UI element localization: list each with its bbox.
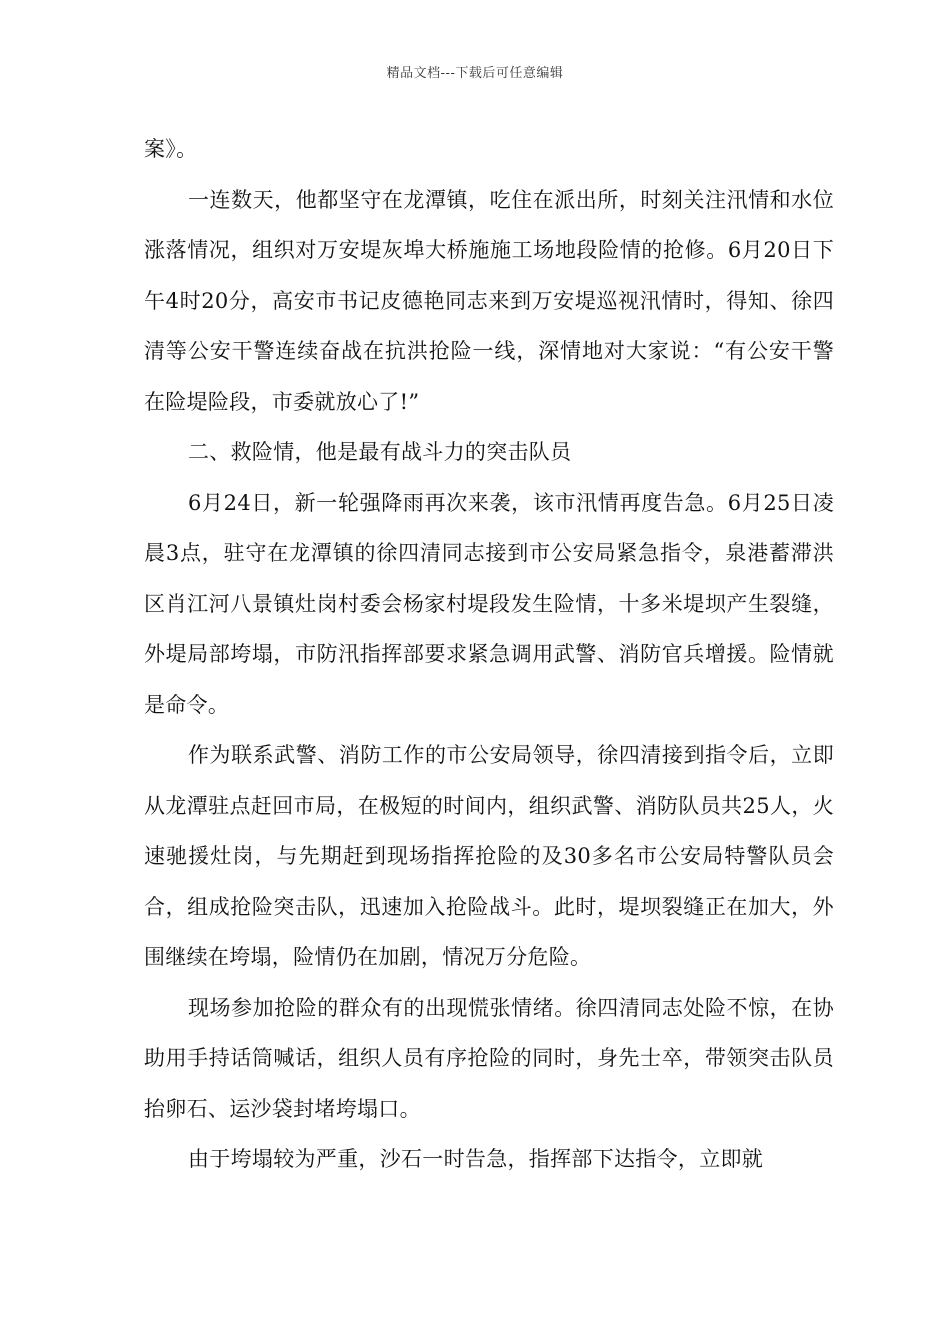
paragraph: 案》。 xyxy=(144,137,198,161)
page-header: 精品文档---下载后可任意编辑 xyxy=(386,66,564,81)
paragraph: 现场参加抢险的群众有的出现慌张情绪。徐四清同志处险不惊，在协助用手持话筒喊话，组织人员有序抢险的同时，身先士卒，带领突击队员抬卵石、运沙袋封堵垮塌口。 xyxy=(144,995,834,1121)
section-heading: 二、救险情，他是最有战斗力的突击队员 xyxy=(188,440,572,464)
paragraph: 6月24日，新一轮强降雨再次来袭，该市汛情再度告急。6月25日凌晨3点，驻守在龙潭镇的徐四清同志接到市公安局紧急指令，泉港蓄滞洪区肖江河八景镇灶岗村委会杨家村堤段发生险情，十多米堤坝产生裂缝，外堤局部垮塌，市防汛指挥部要求紧急调用武警、消防官兵增援。险情就是命令。 xyxy=(144,490,834,717)
paragraph: 作为联系武警、消防工作的市公安局领导，徐四清接到指令后，立即从龙潭驻点赶回市局，在极短的时间内，组织武警、消防队员共25人，火速驰援灶岗，与先期赶到现场指挥抢险的及30多名市公安局特警队员会合，组成抢险突击队，迅速加入抢险战斗。此时，堤坝裂缝正在加大，外围继续在垮塌，险情仍在加剧，情况万分危险。 xyxy=(144,743,834,969)
paragraph: 一连数天，他都坚守在龙潭镇，吃住在派出所，时刻关注汛情和水位涨落情况，组织对万安堤灰埠大桥施施工场地段险情的抢修。6月20日下午4时20分，高安市书记皮德艳同志来到万安堤巡视汛情时，得知、徐四清等公安干警连续奋战在抗洪抢险一线，深情地对大家说：“有公安干警在险堤险段，市委就放心了!” xyxy=(144,187,834,414)
paragraph: 由于垮塌较为严重，沙石一时告急，指挥部下达指令，立即就 xyxy=(188,1147,764,1171)
document-body xyxy=(144,124,834,1185)
